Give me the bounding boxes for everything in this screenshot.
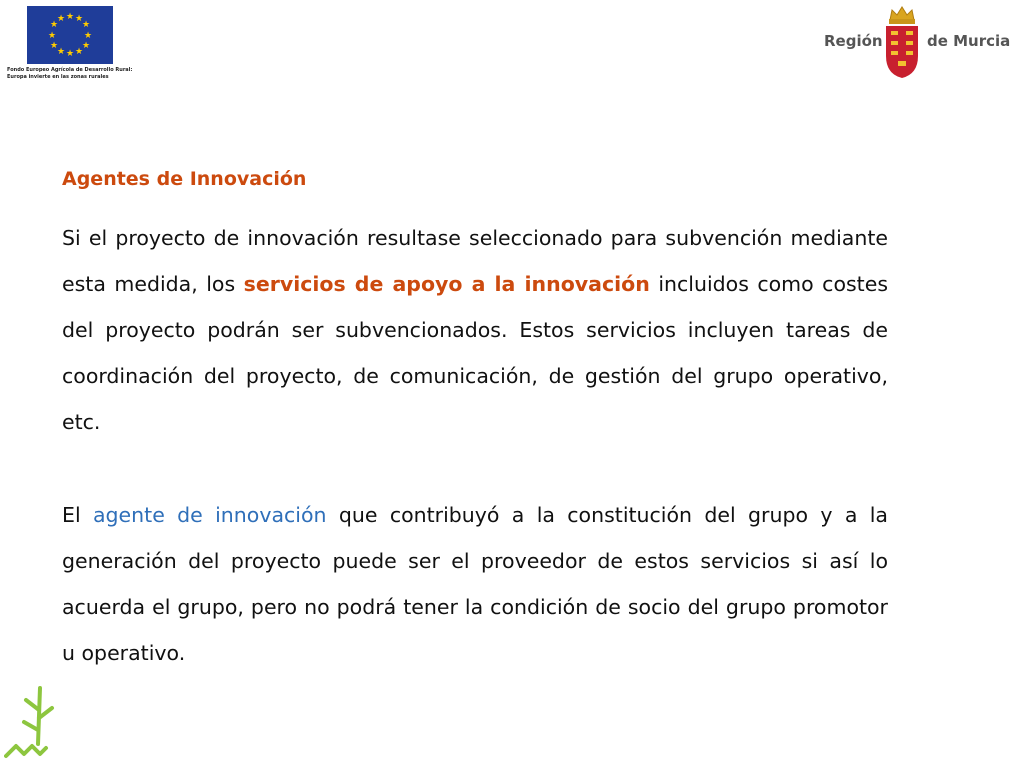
innovation-agent-highlight: agente de innovación [92,503,327,527]
svg-text:★: ★ [65,12,75,22]
svg-text:★: ★ [49,41,59,51]
para2-text-start: El [62,503,93,527]
svg-text:★: ★ [47,31,57,41]
svg-text:★: ★ [74,14,84,24]
eu-flag-icon [27,6,113,64]
svg-text:★: ★ [49,20,59,30]
svg-text:★: ★ [65,49,75,59]
svg-text:★: ★ [74,47,84,57]
paragraph-support-services [62,215,888,445]
support-services-highlight: servicios de apoyo a la innovación [243,272,650,296]
coat-of-arms-icon [882,4,922,80]
eu-feader-logo [7,6,147,84]
eu-caption-line1: Fondo Europeo Agrícola de Desarrollo Rural: [7,67,133,73]
eu-caption [7,67,147,81]
para1-text-start: Si el proyecto de innovación resultase seleccionado para subvención mediante esta medida, los [62,226,888,296]
eu-caption-line2: Europa invierte en las zonas rurales [7,74,109,80]
section-heading: Agentes de Innovación [62,168,307,190]
svg-text:★: ★ [83,31,93,41]
svg-text:★: ★ [81,41,91,51]
svg-text:★: ★ [56,14,66,24]
para2-text-end: que contribuyó a la constitución del grupo y a la generación del proyecto puede ser el proveedor de estos servicios si así lo acuerda el grupo, pero no podrá tener la condición de socio del grupo promotor u operativo. [62,503,888,665]
region-word: Región [824,32,883,50]
eu-flag-stars [27,6,113,64]
de-murcia-word: de Murcia [927,32,1011,50]
sprout-icon [4,684,64,764]
para1-text-end: incluidos como costes del proyecto podrán ser subvencionados. Estos servicios incluyen tareas de coordinación del proyecto, de comunicación, de gestión del grupo operativo, etc. [62,272,888,434]
svg-text:★: ★ [81,20,91,30]
svg-text:★: ★ [56,47,66,57]
region-murcia-logo [820,4,1010,80]
paragraph-innovation-agent [62,492,888,676]
